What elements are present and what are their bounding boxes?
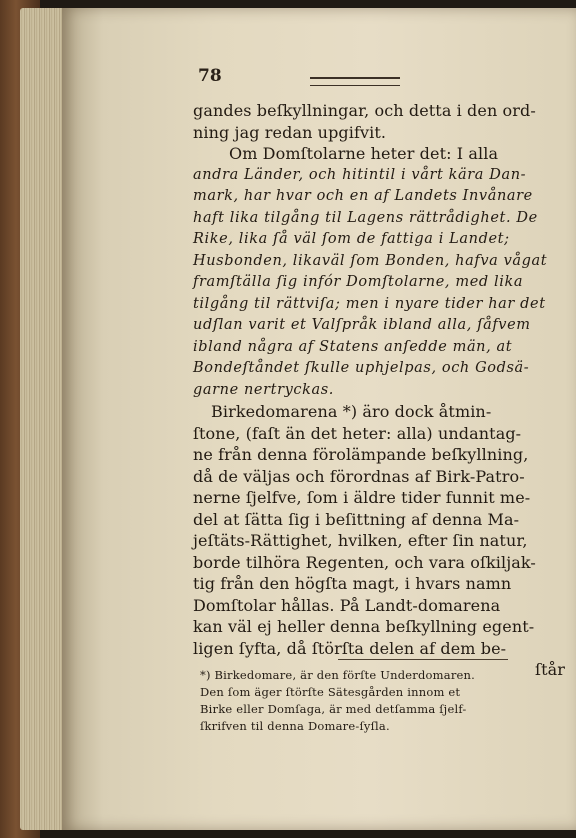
body-line: Husbonden, likaväl ſom Bonden, hafva vågat xyxy=(193,252,548,269)
catchword: ſtår xyxy=(535,660,565,679)
page-stack-edges xyxy=(20,8,68,830)
body-line: ning jag redan upgifvit. xyxy=(193,122,387,142)
header-rule xyxy=(310,77,400,86)
body-line: gandes beſkyllningar, och detta i den ord- xyxy=(193,101,536,120)
body-line: del at ſätta ſig i beſittning af denna Ma- xyxy=(193,509,520,529)
body-line: Bondeſtåndet ſkulle uphjelpas, och Godsä- xyxy=(193,360,530,376)
body-line: garne nertryckas. xyxy=(193,381,334,398)
body-line: mark, har hvar och en af Landets Invånare xyxy=(193,188,533,204)
footnote-line: ſkrifven til denna Domare-ſyſla. xyxy=(200,719,390,733)
body-line: ſtone, (faſt än det heter: alla) undantag- xyxy=(193,423,522,443)
body-line: framſtälla ſig infór Domſtolarne, med lika xyxy=(193,274,524,290)
footnote-line: Birke eller Domſaga, är med detſamma ſjelf- xyxy=(200,702,467,716)
body-line: tig från den högſta magt, i hvars namn xyxy=(193,574,512,593)
body-line: tilgång til rättviſa; men i nyare tider har det xyxy=(193,295,546,312)
body-line: ibland några af Statens anſedde män, at xyxy=(193,338,513,355)
body-line: då de väljas och förordnas af Birk-Patro- xyxy=(193,466,525,486)
body-text xyxy=(193,100,565,681)
body-line: jeſtäts-Rättighet, hvilken, efter ſin natur, xyxy=(193,531,528,550)
body-line: ne från denna förolämpande beſkyllning, xyxy=(193,445,529,464)
page-header xyxy=(198,66,558,90)
body-line: kan väl ej heller denna beſkyllning egent- xyxy=(193,617,535,636)
body-line: Om Domſtolarne heter det: I alla xyxy=(229,144,499,163)
body-line: nerne ſjelfve, ſom i äldre tider funnit me- xyxy=(193,488,531,507)
body-line: Domſtolar hållas. På Landt-domarena xyxy=(193,595,501,615)
page-number: 78 xyxy=(198,66,222,86)
footnote xyxy=(200,667,572,735)
body-line: udſlan varit et Valſpråk ibland alla, ſåfvem xyxy=(193,317,531,333)
body-line: Rike, lika ſå väl ſom de fattiga i Landet; xyxy=(193,231,510,247)
body-line: haft lika tilgång til Lagens rättrådighet. De xyxy=(193,209,538,226)
footnote-line: Den ſom äger ſtörſte Sätesgården innom et xyxy=(200,685,461,699)
body-line: borde tilhöra Regenten, och vara oſkiljak- xyxy=(193,552,536,572)
body-line: ligen ſyfta, då ſtörſta delen af dem be- xyxy=(193,638,507,658)
footnote-rule xyxy=(338,659,508,660)
footnote-line: *) Birkedomare, är den förſte Underdomaren. xyxy=(200,668,475,682)
body-line: andra Länder, och hitintil i vårt kära Dan- xyxy=(193,166,527,183)
body-line: Birkedomarena *) äro dock åtmin- xyxy=(211,402,492,421)
